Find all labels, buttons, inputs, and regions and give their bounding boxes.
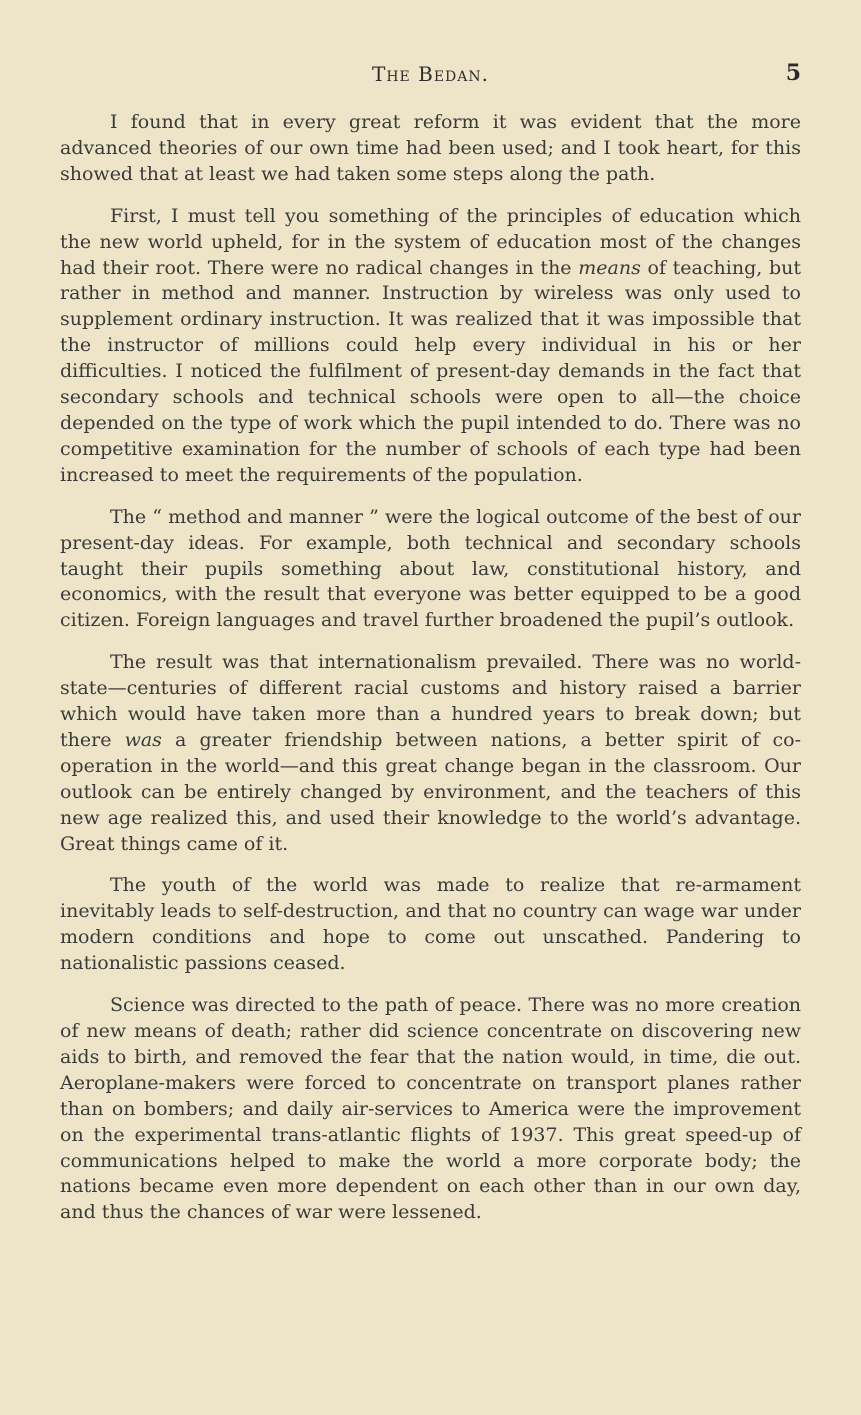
- paragraph-2: First, I must tell you something of the principles of education which the new world upheld, for in the system of education most of the changes had their root. There were no radical changes in the means of teaching, but rather in method and manner. Instruction by wireless was only used to supplement ordinary instruction. It was realized that it was impossible that the instructor of millions could help every individual in his or her difficulties. I noticed the fulfilment of present-day demands in the fact that secondary schools and technical schools were open to all—the choice depended on the type of work which the pupil intended to do. There was no competitive examination for the number of schools of each type had been increased to meet the requirements of the population.: [60, 204, 802, 486]
- emphasis-was: was: [124, 728, 162, 751]
- body-text: [60, 110, 801, 1242]
- page-number: 5: [785, 60, 801, 86]
- running-title: The Bedan.: [372, 62, 489, 86]
- paragraph-3: The “ method and manner ” were the logical outcome of the best of our present-day ideas. For example, both technical and secondary schools taught their pupils something about law, constitutional history, and economics, with the result that everyone was better equipped to be a good citizen. Foreign languages and travel further broadened the pupil’s outlook.: [60, 505, 801, 632]
- page-header: [60, 62, 801, 92]
- paragraph-5: The youth of the world was made to realize that re-armament inevitably leads to self-destruction, and that no country can wage war under modern conditions and hope to come out unscathed. Pandering to nationalistic passions ceased.: [60, 874, 801, 975]
- paragraph-6: Science was directed to the path of peace. There was no more creation of new means of death; rather did science concentrate on discovering new aids to birth, and removed the fear that the nation would, in time, die out. Aeroplane-makers were forced to concentrate on transport planes rather than on bombers; and daily air-services to America were the improvement on the experimental trans-atlantic flights of 1937. This great speed-up of communications helped to make the world a more corporate body; the nations became even more dependent on each other than in our own day, and thus the chances of war were lessened.: [60, 994, 801, 1224]
- emphasis-means: means: [578, 256, 641, 279]
- paragraph-1: I found that in every great reform it was evident that the more advanced theories of our own time had been used; and I took heart, for this showed that at least we had taken some steps along the path.: [60, 111, 801, 185]
- paragraph-4: The result was that internationalism prevailed. There was no world-state—centuries of different racial customs and history raised a barrier which would have taken more than a hundred years to break down; but there was a greater friendship between nations, a better spirit of co-operation in the world—and this great change began in the classroom. Our outlook can be entirely changed by environment, and the teachers of this new age realized this, and used their knowledge to the world’s advantage. Great things came of it.: [60, 651, 801, 855]
